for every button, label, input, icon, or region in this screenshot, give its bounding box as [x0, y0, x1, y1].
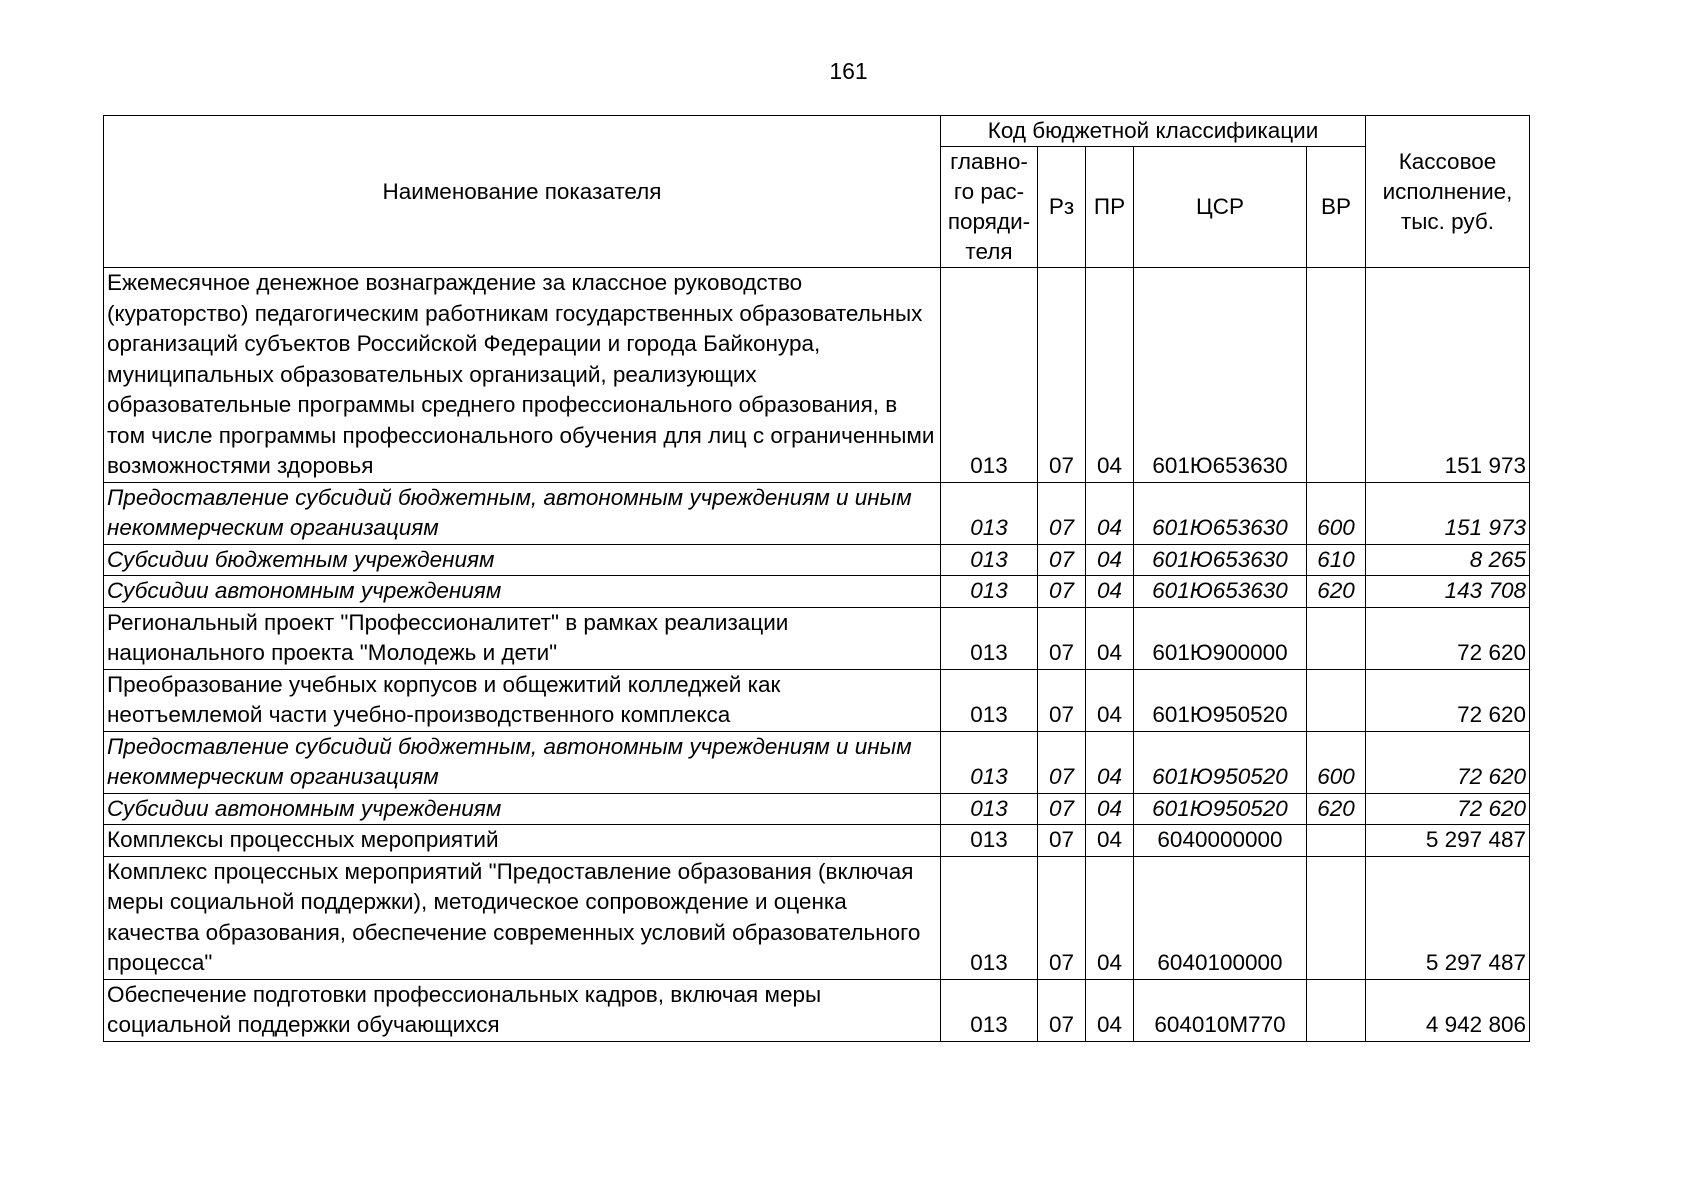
cell-vr: [1307, 669, 1366, 731]
cell-gr: 013: [941, 607, 1038, 669]
cell-vr: [1307, 825, 1366, 857]
table-row: [104, 979, 1530, 1041]
cell-pr: 04: [1086, 482, 1134, 544]
table-row: [104, 607, 1530, 669]
cell-csr: 604010М770: [1134, 979, 1307, 1041]
cell-pr: 04: [1086, 268, 1134, 483]
cell-rz: 07: [1038, 825, 1086, 857]
header-pr: ПР: [1086, 147, 1134, 268]
header-name: Наименование показателя: [104, 116, 941, 268]
cell-name: Субсидии автономным учреждениям: [104, 793, 941, 825]
header-classification-code: Код бюджетной классификации: [941, 116, 1366, 147]
cell-csr: 601Ю950520: [1134, 669, 1307, 731]
cell-name: Комплекс процессных мероприятий "Предоставление образования (включая меры социальной поддержки), методическое сопровождение и оценка качества образования, обеспечение современных условий образовательного процесса": [104, 856, 941, 979]
cell-rz: 07: [1038, 544, 1086, 576]
cell-amount: 151 973: [1366, 482, 1530, 544]
table-row: [104, 856, 1530, 979]
cell-amount: 72 620: [1366, 793, 1530, 825]
cell-pr: 04: [1086, 576, 1134, 608]
cell-csr: 601Ю950520: [1134, 731, 1307, 793]
cell-gr: 013: [941, 544, 1038, 576]
cell-vr: 600: [1307, 482, 1366, 544]
cell-name: Субсидии автономным учреждениям: [104, 576, 941, 608]
cell-rz: 07: [1038, 669, 1086, 731]
cell-csr: 601Ю653630: [1134, 576, 1307, 608]
cell-name: Комплексы процессных мероприятий: [104, 825, 941, 857]
cell-amount: 151 973: [1366, 268, 1530, 483]
cell-rz: 07: [1038, 793, 1086, 825]
cell-name: Предоставление субсидий бюджетным, автономным учреждениям и иным некоммерческим организациям: [104, 731, 941, 793]
cell-csr: 601Ю653630: [1134, 544, 1307, 576]
cell-rz: 07: [1038, 979, 1086, 1041]
cell-pr: 04: [1086, 856, 1134, 979]
cell-vr: [1307, 607, 1366, 669]
cell-vr: 620: [1307, 576, 1366, 608]
cell-vr: 620: [1307, 793, 1366, 825]
table-row: [104, 482, 1530, 544]
cell-csr: 6040000000: [1134, 825, 1307, 857]
page-number: 161: [829, 58, 868, 84]
cell-amount: 5 297 487: [1366, 856, 1530, 979]
cell-amount: 72 620: [1366, 731, 1530, 793]
cell-csr: 601Ю653630: [1134, 268, 1307, 483]
header-vr: ВР: [1307, 147, 1366, 268]
table-row: [104, 544, 1530, 576]
cell-pr: 04: [1086, 544, 1134, 576]
header-rz: Рз: [1038, 147, 1086, 268]
cell-name: Субсидии бюджетным учреждениям: [104, 544, 941, 576]
cell-name: Преобразование учебных корпусов и общежитий колледжей как неотъемлемой части учебно-производственного комплекса: [104, 669, 941, 731]
table-row: [104, 669, 1530, 731]
cell-rz: 07: [1038, 576, 1086, 608]
cell-amount: 72 620: [1366, 669, 1530, 731]
cell-rz: 07: [1038, 482, 1086, 544]
cell-gr: 013: [941, 731, 1038, 793]
cell-pr: 04: [1086, 793, 1134, 825]
cell-rz: 07: [1038, 731, 1086, 793]
header-gr: главно- го рас- поряди- теля: [941, 147, 1038, 268]
cell-gr: 013: [941, 793, 1038, 825]
table-row: [104, 268, 1530, 483]
cell-gr: 013: [941, 576, 1038, 608]
cell-pr: 04: [1086, 731, 1134, 793]
table-row: [104, 576, 1530, 608]
cell-csr: 601Ю653630: [1134, 482, 1307, 544]
table-row: [104, 793, 1530, 825]
cell-name: Обеспечение подготовки профессиональных кадров, включая меры социальной поддержки обучающихся: [104, 979, 941, 1041]
cell-pr: 04: [1086, 825, 1134, 857]
cell-vr: [1307, 856, 1366, 979]
cell-csr: 601Ю900000: [1134, 607, 1307, 669]
cell-amount: 143 708: [1366, 576, 1530, 608]
cell-gr: 013: [941, 669, 1038, 731]
cell-gr: 013: [941, 979, 1038, 1041]
cell-amount: 8 265: [1366, 544, 1530, 576]
cell-gr: 013: [941, 825, 1038, 857]
cell-pr: 04: [1086, 669, 1134, 731]
table-row: [104, 731, 1530, 793]
cell-pr: 04: [1086, 979, 1134, 1041]
cell-amount: 5 297 487: [1366, 825, 1530, 857]
cell-vr: 600: [1307, 731, 1366, 793]
table-row: [104, 825, 1530, 857]
cell-name: Ежемесячное денежное вознаграждение за классное руководство (кураторство) педагогическим работникам государственных образовательных организаций субъектов Российской Федерации и города Байконура, муниципальных образовательных организаций, реализующих образовательные программы среднего профессионального образования, в том числе программы профессионального обучения для лиц с ограниченными возможностями здоровья: [104, 268, 941, 483]
cell-gr: 013: [941, 856, 1038, 979]
budget-execution-table: [103, 115, 1530, 1042]
cell-rz: 07: [1038, 607, 1086, 669]
cell-csr: 6040100000: [1134, 856, 1307, 979]
cell-vr: 610: [1307, 544, 1366, 576]
cell-rz: 07: [1038, 268, 1086, 483]
cell-amount: 72 620: [1366, 607, 1530, 669]
cell-amount: 4 942 806: [1366, 979, 1530, 1041]
cell-csr: 601Ю950520: [1134, 793, 1307, 825]
cell-gr: 013: [941, 268, 1038, 483]
cell-rz: 07: [1038, 856, 1086, 979]
cell-name: Предоставление субсидий бюджетным, автономным учреждениям и иным некоммерческим организациям: [104, 482, 941, 544]
cell-name: Региональный проект "Профессионалитет" в рамках реализации национального проекта "Молодежь и дети": [104, 607, 941, 669]
cell-pr: 04: [1086, 607, 1134, 669]
header-csr: ЦСР: [1134, 147, 1307, 268]
header-amount: Кассовое исполнение, тыс. руб.: [1366, 116, 1530, 268]
cell-gr: 013: [941, 482, 1038, 544]
table-body: [104, 268, 1530, 1042]
cell-vr: [1307, 268, 1366, 483]
cell-vr: [1307, 979, 1366, 1041]
